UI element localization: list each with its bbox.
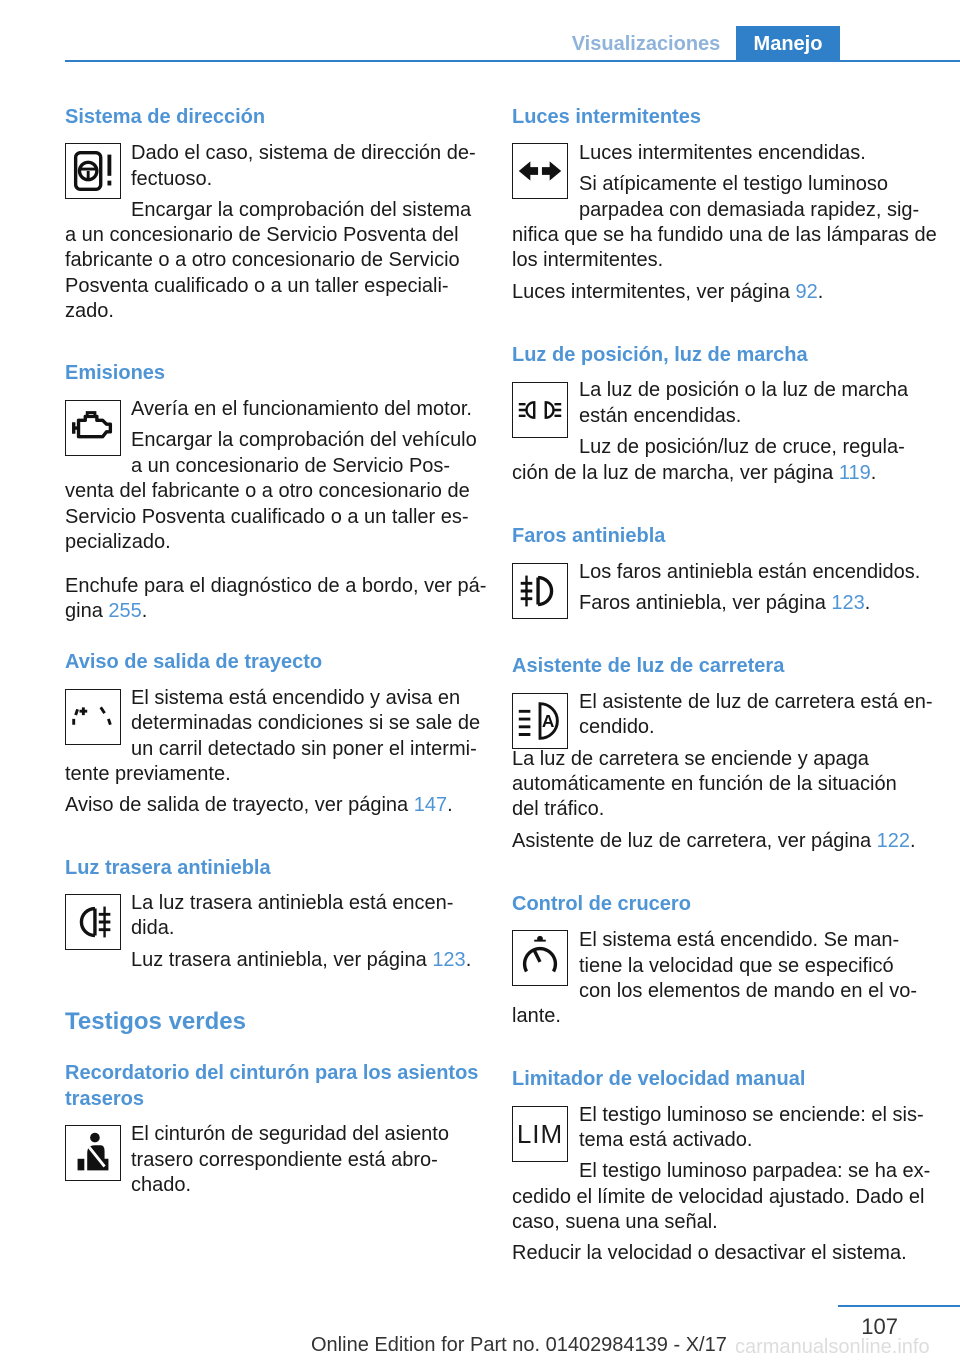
text-fragment: . bbox=[910, 830, 916, 852]
footer-rule bbox=[838, 1305, 960, 1307]
section-heading-seatbelt-line1: Recordatorio del cinturón para los asientos bbox=[65, 1062, 479, 1084]
text-line: fabricante o a otro concesionario de Servicio bbox=[65, 249, 460, 271]
section-heading-turn-signals: Luces intermitentes bbox=[512, 106, 701, 128]
section-heading-limiter: Limitador de velocidad manual bbox=[512, 1068, 806, 1090]
text-line: El cinturón de seguridad del asiento bbox=[131, 1123, 449, 1145]
page-link[interactable]: 119 bbox=[838, 462, 871, 484]
text-line: un carril detectado sin poner el intermi- bbox=[131, 738, 477, 760]
text-line: El testigo luminoso se enciende: el sis- bbox=[579, 1104, 924, 1126]
text-line: determinadas condiciones si se sale de bbox=[131, 712, 481, 734]
text-line: Reducir la velocidad o desactivar el sistema. bbox=[512, 1242, 907, 1264]
text-line: Servicio Posventa cualificado o a un taller es- bbox=[65, 506, 469, 528]
text-line: automáticamente en función de la situación bbox=[512, 773, 897, 795]
seatbelt-icon bbox=[65, 1125, 121, 1181]
text-line bbox=[131, 948, 471, 974]
text-line: Enchufe para el diagnóstico de a bordo, ver pá- bbox=[65, 575, 487, 597]
section-heading-front-fog: Faros antiniebla bbox=[512, 525, 666, 547]
steering-warning-icon bbox=[65, 143, 121, 199]
text-line: Los faros antiniebla están encendidos. bbox=[579, 561, 921, 583]
text-fragment: Asistente de luz de carretera, ver página bbox=[512, 830, 877, 852]
text-line: los intermitentes. bbox=[512, 249, 664, 271]
header-tab-visualizaciones: Visualizaciones bbox=[571, 33, 721, 55]
text-line: Luces intermitentes encendidas. bbox=[579, 142, 866, 164]
page-link[interactable]: 123 bbox=[831, 592, 865, 614]
text-line: Luz de posición/luz de cruce, regula- bbox=[579, 436, 905, 458]
section-heading-emissions: Emisiones bbox=[65, 362, 166, 384]
text-line bbox=[512, 829, 916, 855]
text-line: La luz de posición o la luz de marcha bbox=[579, 379, 909, 401]
text-fragment: Faros antiniebla, ver página bbox=[579, 592, 832, 614]
page-link[interactable]: 92 bbox=[795, 281, 818, 303]
text-line bbox=[512, 280, 823, 306]
text-fragment: . bbox=[870, 462, 877, 484]
text-line: nifica que se ha fundido una de las lámparas de bbox=[512, 224, 937, 246]
edition-label: Online Edition for Part no. 01402984139 - X/17 bbox=[311, 1334, 727, 1356]
text-line: tente previamente. bbox=[65, 763, 231, 785]
text-fragment: Aviso de salida de trayecto, ver página bbox=[65, 794, 414, 816]
text-fragment: . bbox=[864, 592, 871, 614]
page-link[interactable]: 123 bbox=[432, 949, 466, 971]
cruise-control-icon bbox=[512, 930, 568, 986]
page-link[interactable]: 255 bbox=[108, 600, 142, 622]
high-beam-assist-icon bbox=[512, 693, 568, 749]
section-heading-cruise: Control de crucero bbox=[512, 893, 691, 915]
header-rule bbox=[65, 60, 960, 62]
text-line: parpadea con demasiada rapidez, sig- bbox=[579, 199, 920, 221]
text-line: a un concesionario de Servicio Pos- bbox=[131, 455, 451, 477]
section-heading-rear-fog: Luz trasera antiniebla bbox=[65, 857, 271, 879]
text-line: El sistema está encendido. Se man- bbox=[579, 929, 900, 951]
text-line: fectuoso. bbox=[131, 168, 213, 190]
section-heading-high-beam: Asistente de luz de carretera bbox=[512, 655, 785, 677]
text-line bbox=[579, 591, 870, 617]
text-line: Dado el caso, sistema de dirección de- bbox=[131, 142, 476, 164]
text-line bbox=[512, 461, 876, 487]
section-heading-position-light: Luz de posición, luz de marcha bbox=[512, 344, 808, 366]
text-line: Posventa cualificado o a un taller especiali- bbox=[65, 275, 449, 297]
header-tab-manejo: Manejo bbox=[736, 26, 840, 62]
text-line bbox=[65, 599, 147, 625]
text-fragment: . bbox=[817, 281, 824, 303]
section-heading-seatbelt-line2: traseros bbox=[65, 1088, 144, 1110]
text-line: pecializado. bbox=[65, 531, 171, 553]
front-fog-light-icon bbox=[512, 563, 568, 619]
text-line: a un concesionario de Servicio Posventa del bbox=[65, 224, 459, 246]
text-fragment: gina bbox=[65, 600, 109, 622]
text-fragment: Luz trasera antiniebla, ver página bbox=[131, 949, 433, 971]
engine-icon bbox=[65, 400, 121, 456]
text-line: lante. bbox=[512, 1005, 561, 1027]
text-line: El asistente de luz de carretera está en- bbox=[579, 691, 933, 713]
text-fragment: Luces intermitentes, ver página bbox=[512, 281, 796, 303]
text-line: La luz de carretera se enciende y apaga bbox=[512, 748, 869, 770]
text-line: están encendidas. bbox=[579, 405, 742, 427]
lane-departure-icon bbox=[65, 689, 121, 745]
text-line: cedido el límite de velocidad ajustado. Dado el bbox=[512, 1186, 925, 1208]
text-line: Si atípicamente el testigo luminoso bbox=[579, 173, 889, 195]
text-line: con los elementos de mando en el vo- bbox=[579, 980, 917, 1002]
svg-text:A: A bbox=[541, 710, 555, 731]
text-line: El testigo luminoso parpadea: se ha ex- bbox=[579, 1160, 931, 1182]
page-number: 107 bbox=[861, 1314, 898, 1339]
text-line: tema está activado. bbox=[579, 1129, 753, 1151]
watermark: carmanualsonline.info bbox=[735, 1336, 930, 1358]
section-title-green-indicators: Testigos verdes bbox=[65, 1008, 246, 1035]
text-line: Encargar la comprobación del sistema bbox=[131, 199, 472, 221]
text-line: tiene la velocidad que se especificó bbox=[579, 955, 894, 977]
text-line: caso, suena una señal. bbox=[512, 1211, 718, 1233]
page-link[interactable]: 122 bbox=[876, 830, 911, 852]
text-fragment: ción de la luz de marcha, ver página bbox=[512, 462, 839, 484]
text-line: trasero correspondiente está abro- bbox=[131, 1149, 438, 1171]
text-line: Encargar la comprobación del vehículo bbox=[131, 429, 477, 451]
section-heading-lane: Aviso de salida de trayecto bbox=[65, 651, 323, 673]
rear-fog-light-icon bbox=[65, 894, 121, 950]
position-light-icon bbox=[512, 382, 568, 438]
text-line bbox=[65, 793, 453, 819]
text-fragment: . bbox=[141, 600, 148, 622]
text-line: El sistema está encendido y avisa en bbox=[131, 687, 461, 709]
text-fragment: . bbox=[465, 949, 472, 971]
text-line: chado. bbox=[131, 1174, 192, 1196]
turn-signal-icon bbox=[512, 143, 568, 199]
text-line: La luz trasera antiniebla está encen- bbox=[131, 892, 454, 914]
text-line: Avería en el funcionamiento del motor. bbox=[131, 398, 472, 420]
page-link[interactable]: 147 bbox=[413, 794, 448, 816]
text-line: del tráfico. bbox=[512, 798, 605, 820]
text-line: cendido. bbox=[579, 716, 655, 738]
text-line: venta del fabricante o a otro concesionario de bbox=[65, 480, 470, 502]
text-line: zado. bbox=[65, 300, 114, 322]
text-fragment: . bbox=[447, 794, 453, 816]
text-line: dida. bbox=[131, 917, 175, 939]
speed-limiter-icon: LIM bbox=[512, 1106, 568, 1162]
section-heading-steering: Sistema de dirección bbox=[65, 106, 266, 128]
